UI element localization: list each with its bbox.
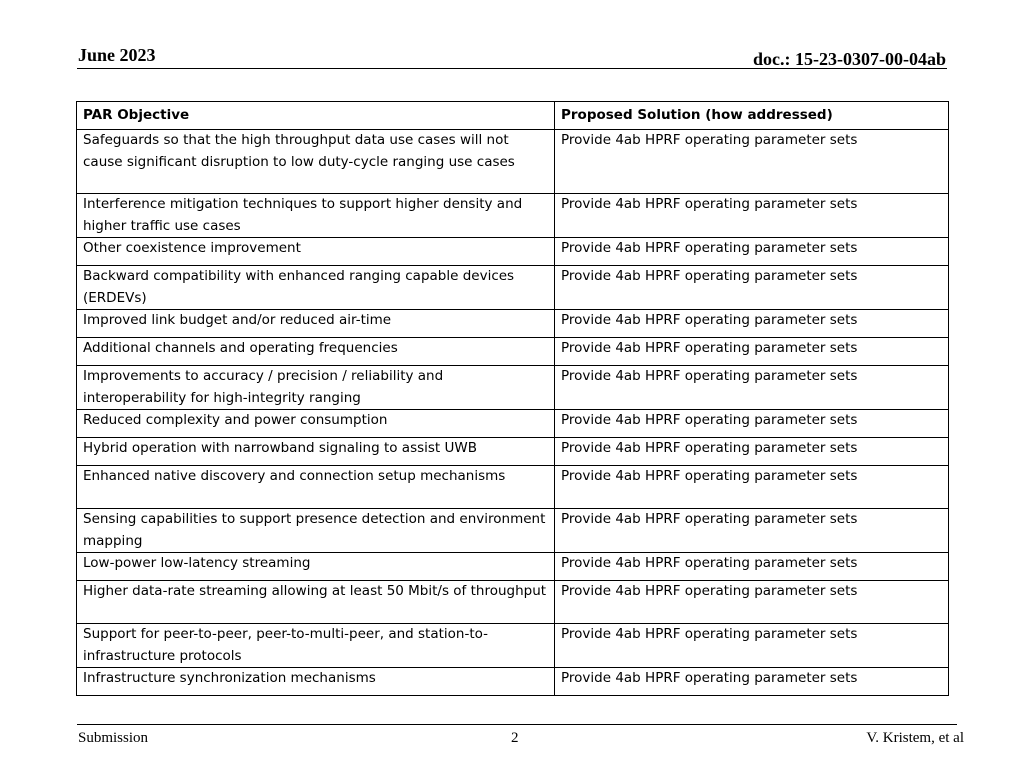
solution-cell: Provide 4ab HPRF operating parameter sets bbox=[555, 266, 949, 310]
table-header-row bbox=[77, 102, 949, 130]
solution-cell: Provide 4ab HPRF operating parameter sets bbox=[555, 466, 949, 509]
objective-cell: Backward compatibility with enhanced ranging capable devices (ERDEVs) bbox=[77, 266, 555, 310]
solution-cell: Provide 4ab HPRF operating parameter sets bbox=[555, 366, 949, 410]
objective-cell: Additional channels and operating frequencies bbox=[77, 338, 555, 366]
solution-cell: Provide 4ab HPRF operating parameter sets bbox=[555, 509, 949, 553]
table-row bbox=[77, 581, 949, 624]
table-row bbox=[77, 668, 949, 696]
objective-cell: Hybrid operation with narrowband signaling to assist UWB bbox=[77, 438, 555, 466]
objective-cell: Support for peer-to-peer, peer-to-multi-peer, and station-to-infrastructure protocols bbox=[77, 624, 555, 668]
header-divider bbox=[77, 68, 947, 69]
objective-cell: Enhanced native discovery and connection setup mechanisms bbox=[77, 466, 555, 509]
objective-cell: Reduced complexity and power consumption bbox=[77, 410, 555, 438]
table-row bbox=[77, 238, 949, 266]
solution-cell: Provide 4ab HPRF operating parameter sets bbox=[555, 624, 949, 668]
objective-cell: Infrastructure synchronization mechanisms bbox=[77, 668, 555, 696]
table-row bbox=[77, 130, 949, 194]
solution-cell: Provide 4ab HPRF operating parameter sets bbox=[555, 310, 949, 338]
solution-cell: Provide 4ab HPRF operating parameter sets bbox=[555, 410, 949, 438]
solution-cell: Provide 4ab HPRF operating parameter sets bbox=[555, 553, 949, 581]
objective-cell: Improved link budget and/or reduced air-time bbox=[77, 310, 555, 338]
objective-cell: Improvements to accuracy / precision / reliability and interoperability for high-integrity ranging bbox=[77, 366, 555, 410]
par-objectives-table bbox=[76, 101, 949, 696]
table-row bbox=[77, 624, 949, 668]
table-row bbox=[77, 194, 949, 238]
footer-submission: Submission bbox=[78, 730, 149, 746]
solution-cell: Provide 4ab HPRF operating parameter sets bbox=[555, 238, 949, 266]
objective-cell: Low-power low-latency streaming bbox=[77, 553, 555, 581]
footer-divider bbox=[77, 724, 957, 725]
table-row bbox=[77, 338, 949, 366]
table-row bbox=[77, 366, 949, 410]
header-doc-id: doc.: 15-23-0307-00-04ab bbox=[753, 49, 946, 69]
footer-author: V. Kristem, et al bbox=[866, 730, 964, 746]
objective-cell: Higher data-rate streaming allowing at least 50 Mbit/s of throughput bbox=[77, 581, 555, 624]
solution-cell: Provide 4ab HPRF operating parameter sets bbox=[555, 581, 949, 624]
solution-cell: Provide 4ab HPRF operating parameter sets bbox=[555, 668, 949, 696]
objective-cell: Other coexistence improvement bbox=[77, 238, 555, 266]
table-row bbox=[77, 410, 949, 438]
solution-cell: Provide 4ab HPRF operating parameter sets bbox=[555, 338, 949, 366]
column-header-solution: Proposed Solution (how addressed) bbox=[555, 102, 949, 130]
table-row bbox=[77, 438, 949, 466]
objective-cell: Safeguards so that the high throughput data use cases will not cause significant disruption to low duty-cycle ranging use cases bbox=[77, 130, 555, 194]
column-header-objective: PAR Objective bbox=[77, 102, 555, 130]
table-row bbox=[77, 310, 949, 338]
solution-cell: Provide 4ab HPRF operating parameter sets bbox=[555, 438, 949, 466]
solution-cell: Provide 4ab HPRF operating parameter sets bbox=[555, 130, 949, 194]
header-date: June 2023 bbox=[78, 45, 156, 65]
objective-cell: Sensing capabilities to support presence detection and environment mapping bbox=[77, 509, 555, 553]
objective-cell: Interference mitigation techniques to support higher density and higher traffic use cases bbox=[77, 194, 555, 238]
table-row bbox=[77, 553, 949, 581]
solution-cell: Provide 4ab HPRF operating parameter sets bbox=[555, 194, 949, 238]
table-row bbox=[77, 266, 949, 310]
page-number: 2 bbox=[511, 730, 519, 746]
table-row bbox=[77, 466, 949, 509]
table-row bbox=[77, 509, 949, 553]
